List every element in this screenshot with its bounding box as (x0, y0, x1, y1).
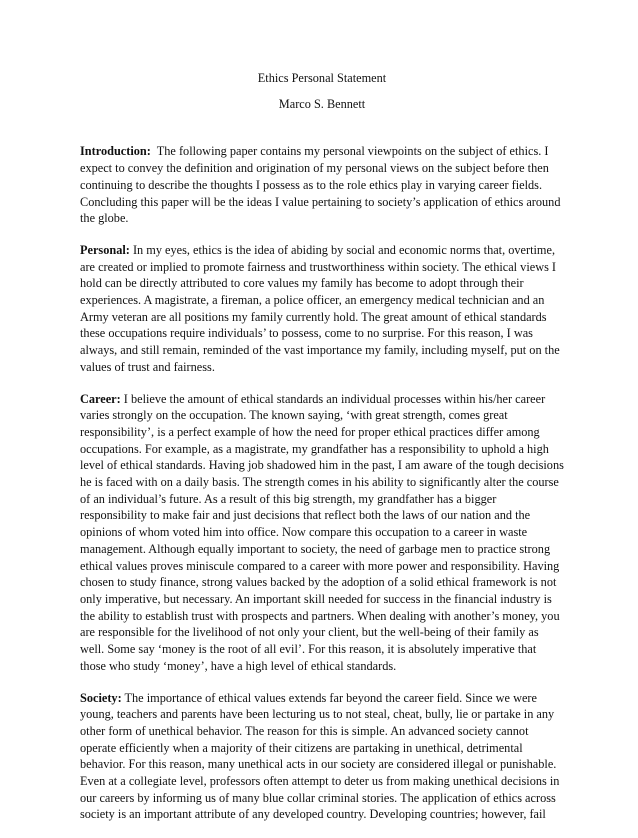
section-body-career: I believe the amount of ethical standards an individual processes within his/her career varies strongly on the occupation. The known saying, ‘with great strength, comes great responsibility’, is a perfect example of how the need for proper ethical practices differ among occupations. For example, as a magistrate, my grandfather has a responsibility to uphold a high level of ethical standards. Having job shadowed him in the past, I am aware of the tough decisions he is faced with on a daily basis. The strength comes in his ability to significantly alter the course of an individual’s future. As a result of this big strength, my grandfather has a bigger responsibility to make fair and just decisions that reflect both the laws of our nation and the opinions of whom voted him into office. Now compare this occupation to a career in waste management. Although equally important to society, the need of garbage men to practice strong ethical values proves miniscule compared to a career with more power and responsibility. Having chosen to study finance, strong values backed by the adoption of a solid ethical framework is not only imperative, but necessary. An important skill needed for success in the financial industry is the ability to establish trust with prospects and partners. When dealing with another’s money, you are responsible for the livelihood of not only your client, but the well-being of their family as well. Some say ‘money is the root of all evil’. For this reason, it is absolutely imperative that those who study ‘money’, have a high level of ethical standards. (80, 391, 564, 673)
section-heading-career: Career: (80, 391, 121, 406)
section-personal (80, 242, 564, 376)
section-paragraph (80, 690, 564, 824)
section-introduction (80, 143, 564, 227)
section-body-introduction: The following paper contains my personal viewpoints on the subject of ethics. I expect to convey the definition and origination of my personal views on the subject before then continuing to describe the thoughts I possess as to the role ethics play in varying career fields. Concluding this paper will be the ideas I value pertaining to society’s application of ethics around the globe. (80, 144, 564, 226)
section-society (80, 690, 564, 824)
document-author: Marco S. Bennett (278, 96, 366, 111)
document-title: Ethics Personal Statement (257, 71, 387, 85)
section-body-society: The importance of ethical values extends far beyond the career field. Since we were young, teachers and parents have been lecturing us to not steal, cheat, bully, lie or partake in any other form of unethical behavior. The reason for this is simple. An advanced society cannot operate efficiently when a majority of their citizens are partaking in unethical, detrimental behavior. For this reason, many unethical acts in our society are considered illegal or punishable. Even at a collegiate level, professors often attempt to deter us from making unethical decisions in our careers by informing us of many blue collar criminal stories. The application of ethics across society is an important attribute of any developed country. Developing countries; however, fail (80, 690, 560, 822)
section-paragraph (80, 242, 564, 376)
section-paragraph (80, 391, 564, 675)
section-body-personal: In my eyes, ethics is the idea of abiding by social and economic norms that, overtime, are created or implied to promote fairness and trustworthiness within society. The ethical views I hold can be directly attributed to core values my family has become to adopt through their experiences. A magistrate, a fireman, a police officer, an emergency medical technician and an Army veteran are all positions my family currently hold. The great amount of ethical standards these occupations require individuals’ to possess, come to no surprise. For this reason, I was always, and still remain, reminded of the vast importance my family, including myself, put on the values of trust and fairness. (80, 242, 560, 374)
section-paragraph (80, 143, 564, 227)
section-heading-personal: Personal: (80, 242, 130, 257)
section-heading-society: Society: (80, 690, 122, 705)
section-career (80, 391, 564, 675)
document-page (80, 70, 564, 838)
section-heading-introduction: Introduction: (80, 144, 151, 159)
